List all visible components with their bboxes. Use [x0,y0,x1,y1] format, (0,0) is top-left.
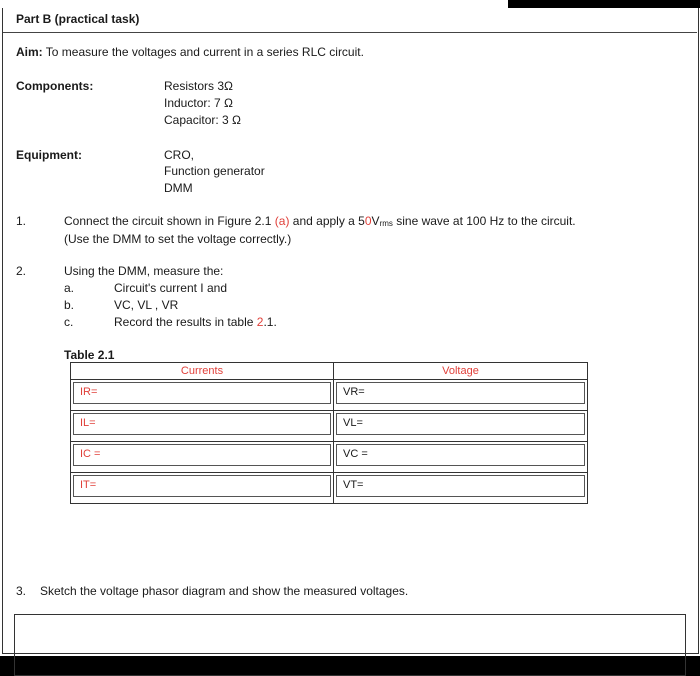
answer-box[interactable] [14,614,686,676]
results-table [70,362,588,504]
sub-step-letter: a. [64,281,75,295]
voltage-label: VT= [336,475,585,497]
sub-step-text: Circuit's current I and [114,281,227,295]
step1-text: Connect the circuit shown in Figure 2.1 [64,214,275,228]
aim-text: To measure the voltages and current in a series RLC circuit. [45,45,364,59]
step-number: 1. [16,214,27,228]
component-item: Capacitor: 3 Ω [164,113,242,127]
table-cell[interactable] [71,473,334,504]
component-item: Resistors 3Ω [164,79,233,93]
table-cell[interactable] [334,442,588,473]
table-ref: 2 [256,315,264,329]
record-text: .1. [263,315,277,329]
components-label: Components: [16,79,94,93]
step-number: 3. [16,584,27,598]
aim-line [16,45,364,59]
sub-step-text [114,315,277,329]
current-label: IT= [73,475,331,497]
step-number: 2. [16,264,27,278]
sub-step-text: VC, VL , VR [114,298,179,312]
step1-text: and apply a 5 [289,214,365,228]
table-caption: Table 2.1 [64,348,115,362]
voltage-label: VR= [336,382,585,404]
equipment-item: CRO, [164,148,194,162]
table-cell[interactable] [334,473,588,504]
table-row [71,473,588,504]
step1-text: sine wave at 100 Hz to the circuit. [392,214,576,228]
table-cell[interactable] [71,380,334,411]
voltage-unit: V [371,214,380,228]
step3-text: Sketch the voltage phasor diagram and show the measured voltages. [40,584,409,598]
page-title: Part B (practical task) [16,12,140,26]
step1-line1 [64,214,576,228]
page-frame [2,8,699,654]
current-label: IL= [73,413,331,435]
table-cell[interactable] [71,411,334,442]
column-header: Currents [71,363,334,380]
divider [3,32,697,33]
top-border [0,0,700,8]
equipment-item: Function generator [164,164,265,178]
table-row [71,380,588,411]
table-cell[interactable] [71,442,334,473]
sub-step-letter: c. [64,315,74,329]
record-text: Record the results in table [114,315,257,329]
table-cell[interactable] [334,380,588,411]
voltage-label: VL= [336,413,585,435]
table-row [71,442,588,473]
table-row [71,411,588,442]
step2-intro: Using the DMM, measure the: [64,264,224,278]
equipment-item: DMM [164,181,193,195]
current-label: IR= [73,382,331,404]
table-cell[interactable] [334,411,588,442]
voltage-digit: 0 [364,214,372,228]
equipment-label: Equipment: [16,148,82,162]
figure-ref: (a) [274,214,290,228]
table-header-row [71,363,588,380]
sub-step-letter: b. [64,298,75,312]
current-label: IC = [73,444,331,466]
voltage-label: VC = [336,444,585,466]
aim-label: Aim: [16,45,43,59]
step1-line2: (Use the DMM to set the voltage correctly.) [64,232,292,246]
rms-subscript: rms [379,219,393,228]
column-header: Voltage [334,363,588,380]
component-item: Inductor: 7 Ω [164,96,234,110]
